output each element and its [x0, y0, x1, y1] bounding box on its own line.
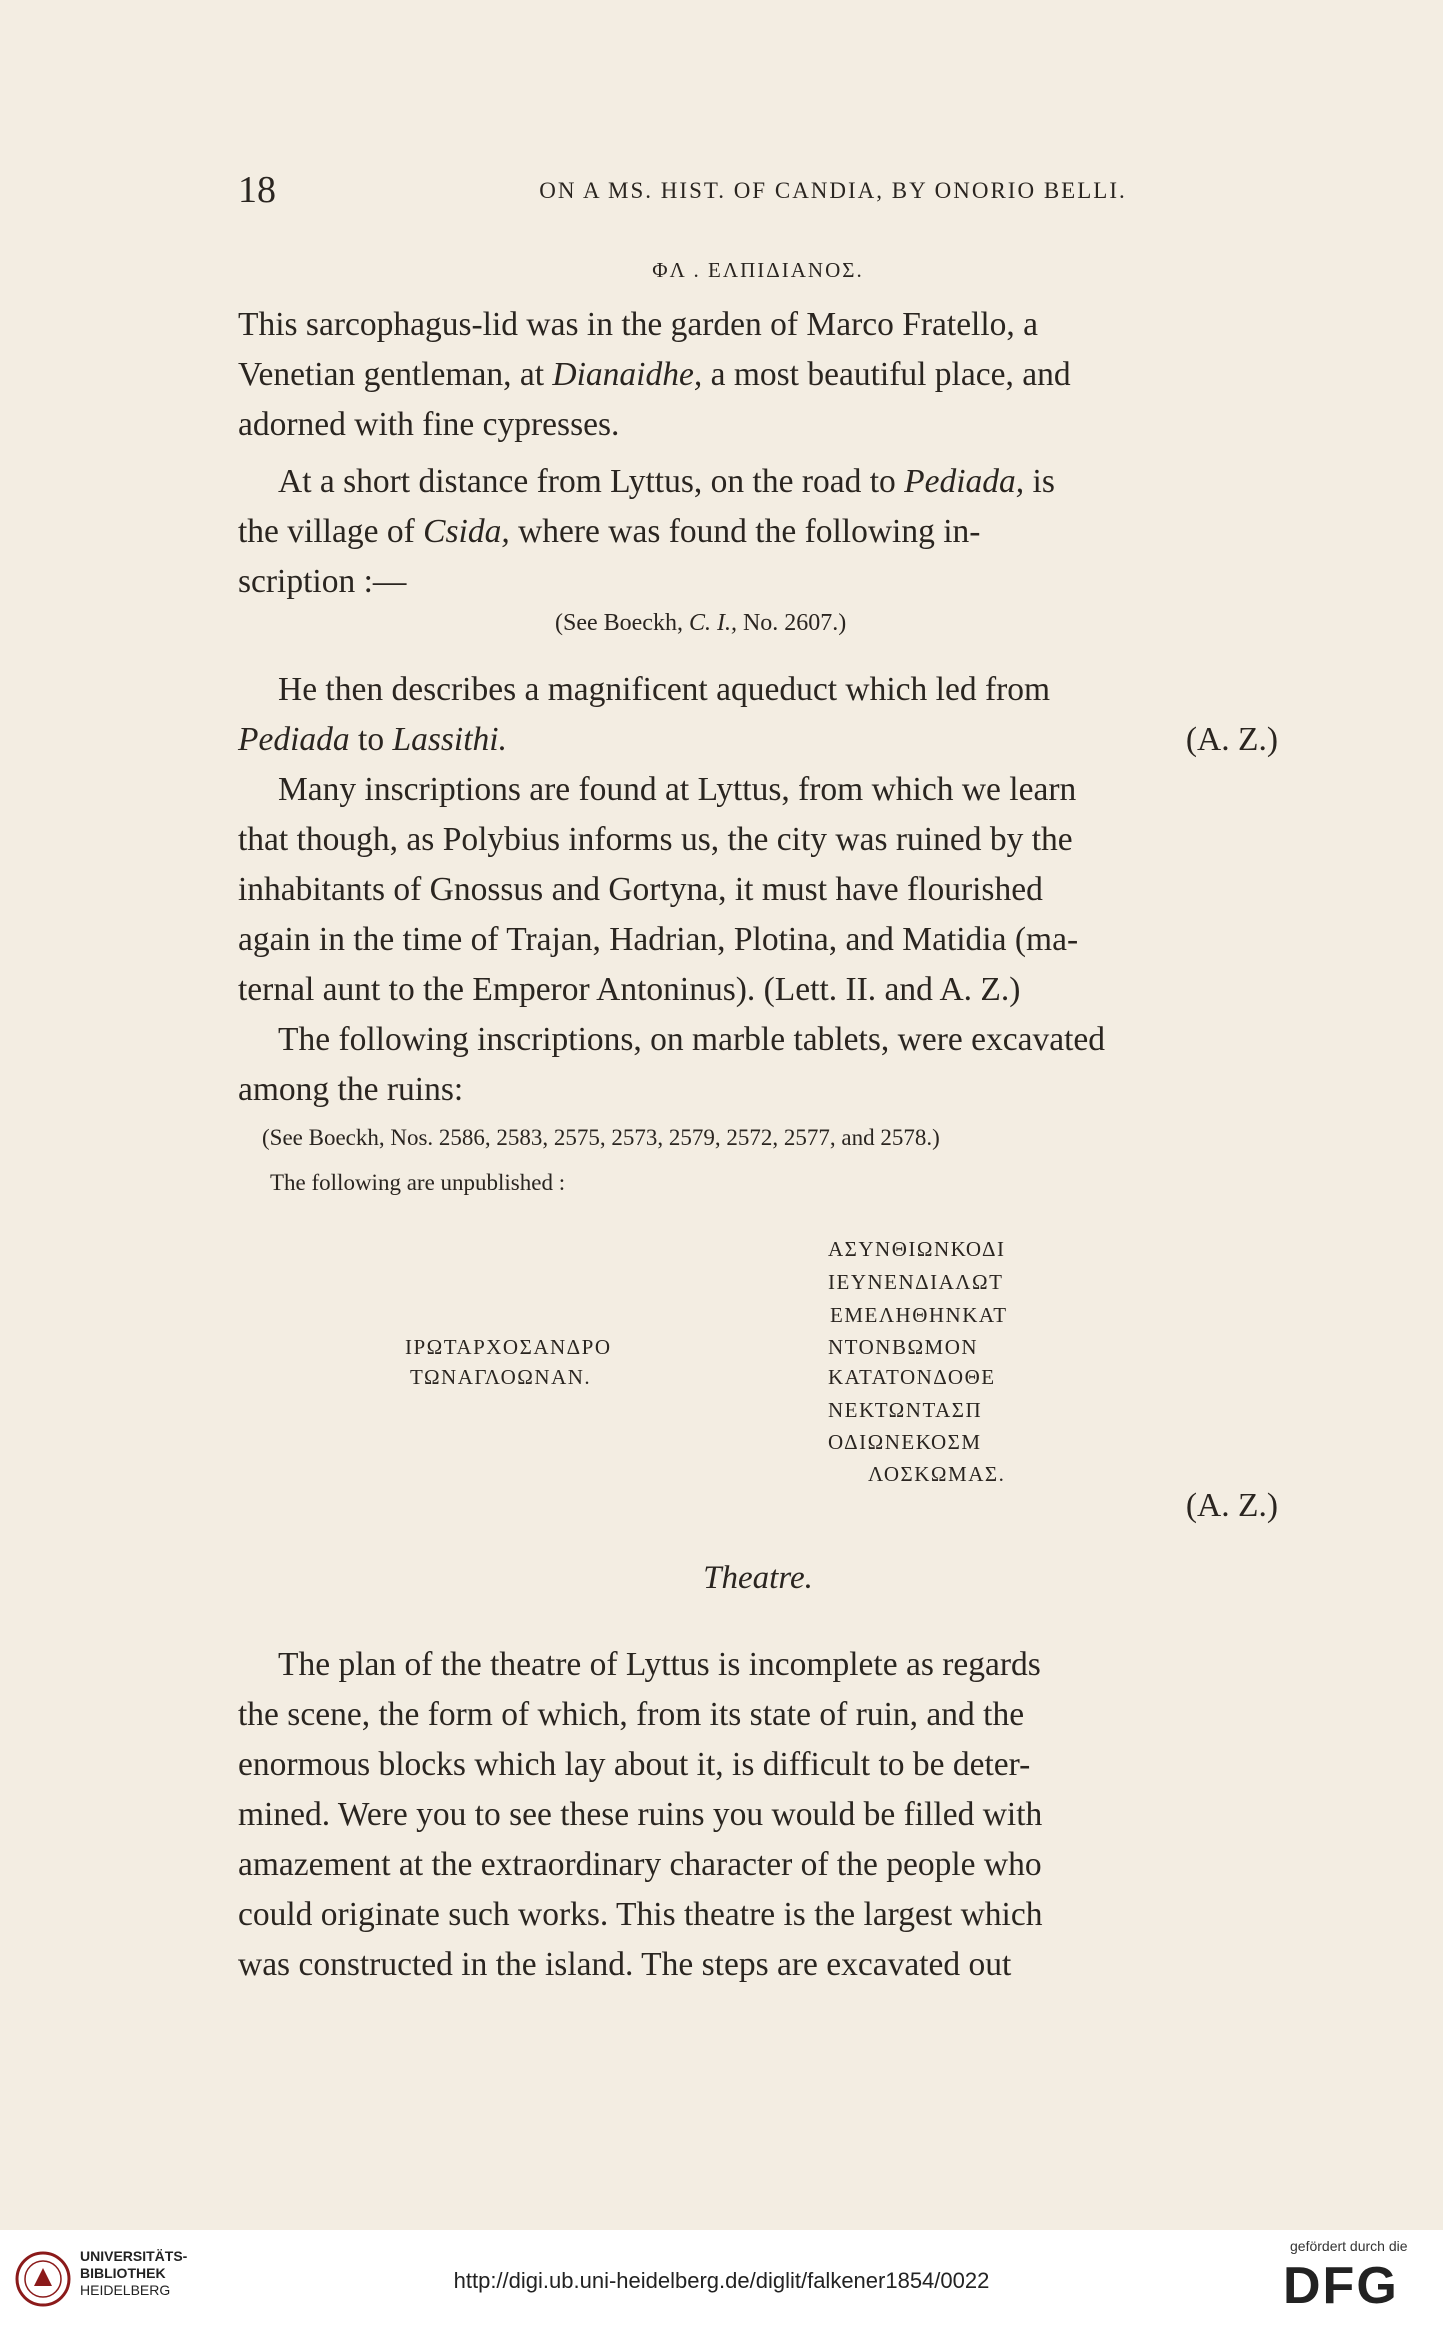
inscription-line: ΝΤΟΝΒΩΜΟΝ	[828, 1335, 979, 1359]
paragraph-inscriptions	[238, 765, 1278, 1015]
text-line: enormous blocks which lay about it, is difficult to be deter-	[238, 1746, 1031, 1783]
text-line: He then describes a magnificent aqueduct which led from	[278, 671, 1051, 708]
inscription-line: ΙΕΥΝΕΝΔΙΑΛΩΤ	[828, 1270, 1004, 1294]
inscription-line: ΑΣΥΝΘΙΩΝΚΟΔΙ	[828, 1237, 1006, 1261]
text-line: inhabitants of Gnossus and Gortyna, it must have flourished	[238, 871, 1043, 908]
inscription-line: ΚΑΤΑΤΟΝΔΟΘΕ	[828, 1365, 996, 1389]
inscription-line: ΕΜΕΛΗΘΗΝΚΑΤ	[830, 1303, 1008, 1327]
footer-bar	[0, 2230, 1443, 2343]
text-line: among the ruins:	[238, 1071, 464, 1108]
text-line: could originate such works. This theatre is the largest which	[238, 1896, 1043, 1933]
text-line: amazement at the extraordinary character of the people who	[238, 1846, 1042, 1883]
place-name: Pediada,	[904, 463, 1025, 500]
place-name: Dianaidhe,	[552, 356, 703, 393]
inscription-line: ΝΕΚΤΩΝΤΑΣΠ	[828, 1398, 983, 1422]
text-line: scription :—	[238, 563, 407, 600]
paragraph-marble-tablets	[238, 1015, 1278, 1115]
text-line: adorned with fine cypresses.	[238, 406, 620, 443]
text-line: mined. Were you to see these ruins you would be filled with	[238, 1796, 1043, 1833]
source-url-link[interactable]: http://digi.ub.uni-heidelberg.de/diglit/falkener1854/0022	[453, 2268, 990, 2293]
boeckh-numbers: (See Boeckh, Nos. 2586, 2583, 2575, 2573, 2579, 2572, 2577, and 2578.)	[262, 1125, 940, 1150]
text-line: Pediada to Lassithi.	[238, 721, 507, 758]
place-name: Lassithi.	[392, 721, 507, 758]
attribution: (A. Z.)	[1185, 721, 1278, 758]
inscription-line: ΤΩΝΑΓΛΟΩΝΑΝ.	[410, 1365, 592, 1389]
inscription-attribution: (A. Z.)	[1185, 1487, 1278, 1524]
text-line: The following inscriptions, on marble tablets, were excavated	[278, 1021, 1105, 1058]
funding-note: gefördert durch die	[1290, 2238, 1408, 2254]
text-line: Venetian gentleman, at Dianaidhe, a most beautiful place, and	[238, 356, 1071, 393]
paragraph-sarcophagus	[238, 300, 1278, 450]
boeckh-reference: (See Boeckh, C. I., No. 2607.)	[555, 610, 847, 636]
place-name: Pediada	[238, 721, 350, 758]
section-title-theatre: Theatre.	[703, 1560, 813, 1596]
paragraph-theatre	[238, 1640, 1278, 1990]
running-title: ON A MS. HIST. OF CANDIA, BY ONORIO BELLI.	[539, 178, 1127, 203]
text-line: At a short distance from Lyttus, on the road to Pediada, is	[278, 463, 1055, 500]
text-line: The plan of the theatre of Lyttus is incomplete as regards	[278, 1646, 1041, 1683]
text-line: Many inscriptions are found at Lyttus, from which we learn	[278, 771, 1077, 808]
inscription-line: ΟΔΙΩΝΕΚΟΣΜ	[828, 1430, 982, 1454]
dfg-logo: DFG	[1283, 2257, 1399, 2315]
text-line: the scene, the form of which, from its state of ruin, and the	[238, 1696, 1025, 1733]
page-header	[238, 168, 1278, 212]
paragraph-csida	[238, 457, 1278, 607]
inscription-line: ΛΟΣΚΩΜΑΣ.	[868, 1462, 1006, 1486]
text-line: This sarcophagus-lid was in the garden of Marco Fratello, a	[238, 306, 1039, 343]
text-line: that though, as Polybius informs us, the city was ruined by the	[238, 821, 1073, 858]
unpublished-label: The following are unpublished :	[270, 1170, 566, 1195]
page-number: 18	[238, 169, 276, 211]
paragraph-aqueduct	[238, 665, 1278, 765]
greek-heading: ΦΛ . ΕΛΠΙΔΙΑΝΟΣ.	[652, 258, 864, 282]
text-line: ternal aunt to the Emperor Antoninus). (Lett. II. and A. Z.)	[238, 971, 1021, 1008]
text-line: was constructed in the island. The steps are excavated out	[238, 1946, 1012, 1983]
text-line: the village of Csida, where was found the following in-	[238, 513, 981, 550]
text-line: again in the time of Trajan, Hadrian, Plotina, and Matidia (ma-	[238, 921, 1079, 958]
inscription-line: ΙΡΩΤΑΡΧΟΣΑΝΔΡΟ	[405, 1335, 612, 1359]
library-name: UNIVERSITÄTS- BIBLIOTHEK HEIDELBERG	[80, 2248, 188, 2298]
place-name: Csida,	[423, 513, 510, 550]
